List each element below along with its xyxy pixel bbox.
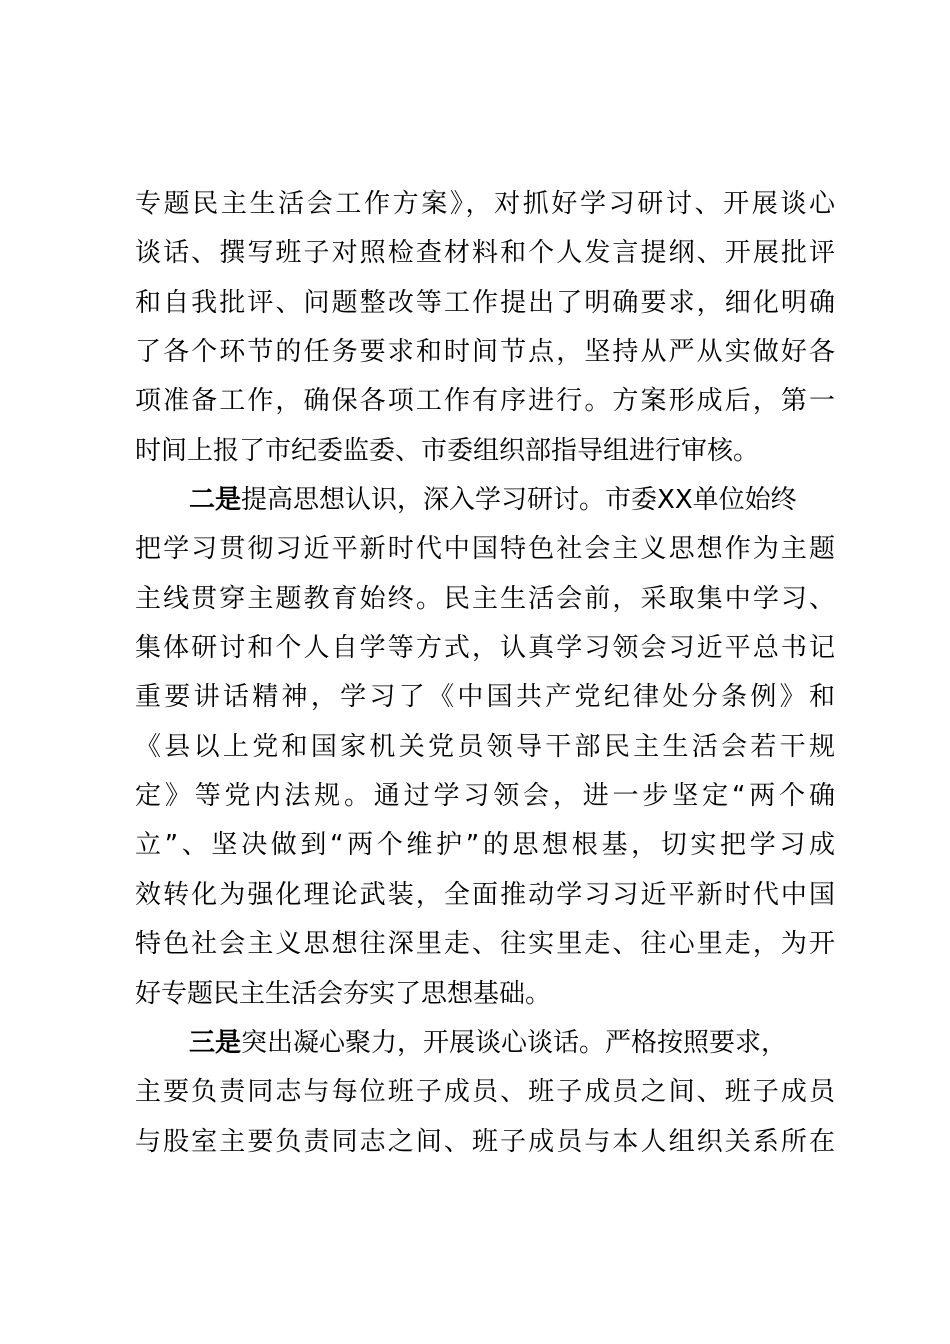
paragraph-line: 重要讲话精神，学习了《中国共产党纪律处分条例》和: [135, 682, 835, 713]
paragraph-line: 集体研讨和个人自学等方式，认真学习领会习近平总书记: [135, 633, 835, 664]
document-body: [135, 180, 835, 1167]
paragraph-line-text: 提高思想认识，深入学习研讨。市委XX单位始终: [241, 485, 797, 516]
paragraph-2: [135, 476, 835, 1019]
paragraph-line: 《县以上党和国家机关党员领导干部民主生活会若干规: [135, 731, 835, 762]
paragraph-line: 好专题民主生活会夯实了思想基础。: [135, 978, 552, 1009]
paragraph-line: 时间上报了市纪委监委、市委组织部指导组进行审核。: [135, 435, 760, 466]
paragraph-line-text: 突出凝心聚力，开展谈心谈话。严格按照要求，: [241, 1027, 788, 1058]
paragraph-line: 立”、坚决做到“两个维护”的思想根基，切实把学习成: [135, 830, 835, 861]
paragraph-line: 主线贯穿主题教育始终。民主生活会前，采取集中学习、: [135, 583, 835, 614]
paragraph-lead-bold: 二是: [189, 485, 242, 516]
paragraph-line: 主要负责同志与每位班子成员、班子成员之间、班子成员: [135, 1077, 835, 1108]
paragraph-1: [135, 180, 835, 476]
paragraph-line: 特色社会主义思想往深里走、往实里走、往心里走，为开: [135, 929, 835, 960]
paragraph-line: 和自我批评、问题整改等工作提出了明确要求，细化明确: [135, 287, 835, 318]
paragraph-line: 项准备工作，确保各项工作有序进行。方案形成后，第一: [135, 386, 835, 417]
paragraph-line: 定》等党内法规。通过学习领会，进一步坚定“两个确: [135, 781, 835, 812]
paragraph-line: 谈话、撰写班子对照检查材料和个人发言提纲、开展批评: [135, 238, 835, 269]
paragraph-line: 效转化为强化理论武装，全面推动学习习近平新时代中国: [135, 879, 835, 910]
paragraph-line: 专题民主生活会工作方案》，对抓好学习研讨、开展谈心: [135, 189, 835, 219]
paragraph-3: [135, 1019, 835, 1167]
paragraph-line: 与股室主要负责同志之间、班子成员与本人组织关系所在: [135, 1126, 835, 1157]
paragraph-line: 了各个环节的任务要求和时间节点，坚持从严从实做好各: [135, 337, 835, 368]
paragraph-lead-bold: 三是: [189, 1027, 242, 1058]
paragraph-first-line: [135, 1019, 835, 1068]
paragraph-first-line: [135, 476, 835, 525]
paragraph-line: 把学习贯彻习近平新时代中国特色社会主义思想作为主题: [135, 534, 835, 565]
